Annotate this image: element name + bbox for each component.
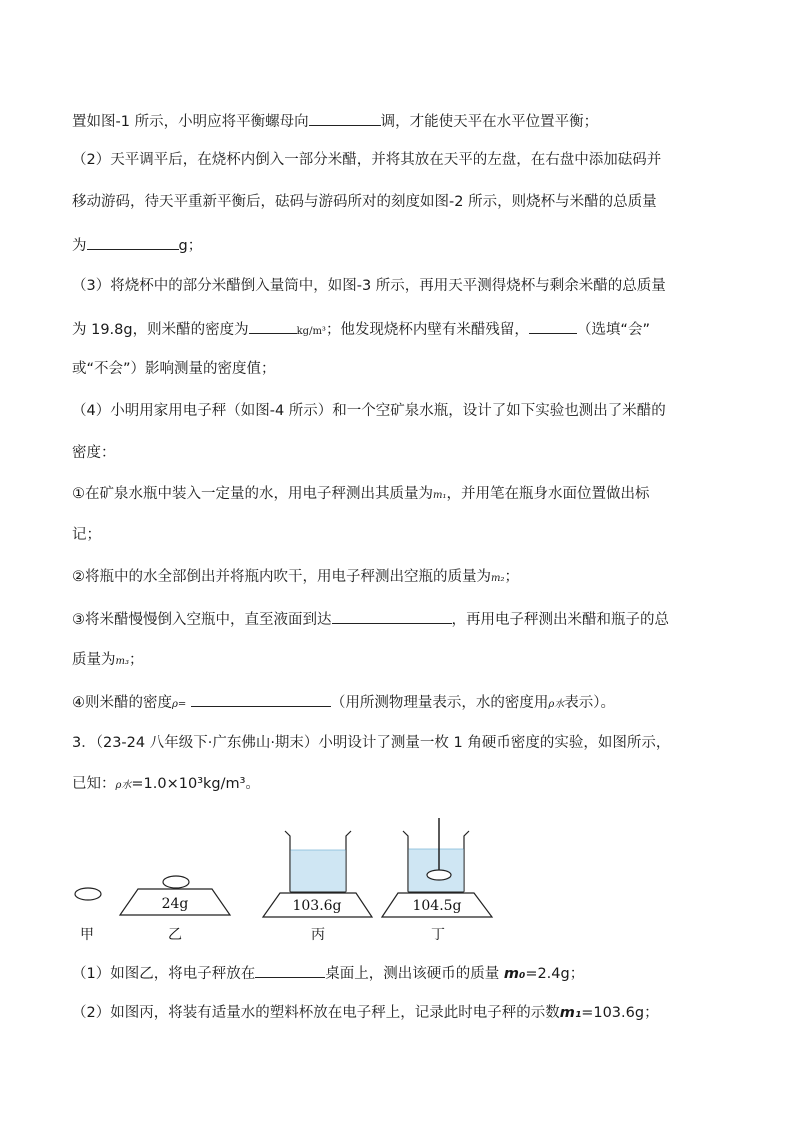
text-line-16: 3．（23-24 八年级下·广东佛山·期末）小明设计了测量一枚 1 角硬币密度的实验，如图所示， <box>72 735 671 751</box>
scale-reading-ding: 104.5g <box>412 898 462 914</box>
coin-ding <box>427 870 451 880</box>
text-line-10: ①在矿泉水瓶中装入一定量的水，用电子秤测出其质量为m₁，并用笔在瓶身水面位置做出标 <box>72 486 650 502</box>
coin-yi <box>163 876 189 888</box>
text-line-12: ②将瓶中的水全部倒出并将瓶内吹干，用电子秤测出空瓶的质量为m₂； <box>72 569 519 585</box>
text-line-13: ③将米醋慢慢倒入空瓶中，直至液面到达 ，再用电子秤测出米醋和瓶子的总 <box>72 608 669 630</box>
text-line-7: 或“不会”）影响测量的密度值； <box>72 361 276 377</box>
text-line-14: 质量为m₃； <box>72 652 144 668</box>
text-line-11: 记； <box>72 527 101 543</box>
text-line-19: （2）如图丙，将装有适量水的塑料杯放在电子秤上，记录此时电子秤的示数m₁=103.6g； <box>72 1005 659 1021</box>
coin-jia <box>75 888 101 900</box>
text-line-18: （1）如图乙，将电子秤放在 桌面上，测出该硬币的质量 m₀=2.4g； <box>72 962 584 984</box>
text-line-8: （4）小明用家用电子秤（如图-4 所示）和一个空矿泉水瓶，设计了如下实验也测出了米醋的 <box>72 403 666 419</box>
text-line-17: 已知：ρ水=1.0×10³kg/m³。 <box>72 776 260 792</box>
text-line-5: （3）将烧杯中的部分米醋倒入量筒中，如图-3 所示，再用天平测得烧杯与剩余米醋的总质量 <box>72 278 666 294</box>
answer-blank-table-surface[interactable] <box>255 962 325 978</box>
text-line-4: 为 g； <box>72 234 202 256</box>
answer-blank-density[interactable] <box>249 318 297 334</box>
label-ding: 丁 <box>431 927 445 943</box>
text-line-6: 为 19.8g，则米醋的密度为 kg/m³；他发现烧杯内壁有米醋残留， （选填“会” <box>72 318 650 342</box>
text-line-9: 密度： <box>72 445 116 461</box>
text-line-15: ④则米醋的密度ρ= （用所测物理量表示，水的密度用ρ水表示）。 <box>72 691 615 715</box>
coin-density-figure <box>60 818 520 948</box>
answer-blank-vinegar-density[interactable] <box>191 691 331 707</box>
text-line-3: 移动游码，待天平重新平衡后，砝码与游码所对的刻度如图-2 所示，则烧杯与米醋的总质量 <box>72 194 657 210</box>
answer-blank-affect[interactable] <box>529 318 577 334</box>
scale-reading-yi: 24g <box>161 896 189 912</box>
label-jia: 甲 <box>80 927 94 943</box>
answer-blank-total-mass[interactable] <box>87 234 179 250</box>
label-yi: 乙 <box>168 927 182 943</box>
scale-reading-bing: 103.6g <box>292 898 342 914</box>
text-line-2: （2）天平调平后，在烧杯内倒入一部分米醋，并将其放在天平的左盘，在右盘中添加砝码并 <box>72 152 662 168</box>
answer-blank-mark-level[interactable] <box>332 608 452 624</box>
text-line-1: 置如图-1 所示，小明应将平衡螺母向 调，才能使天平在水平位置平衡； <box>72 110 598 132</box>
water-bing <box>291 850 346 892</box>
answer-blank-direction[interactable] <box>309 110 381 126</box>
label-bing: 丙 <box>311 927 325 943</box>
